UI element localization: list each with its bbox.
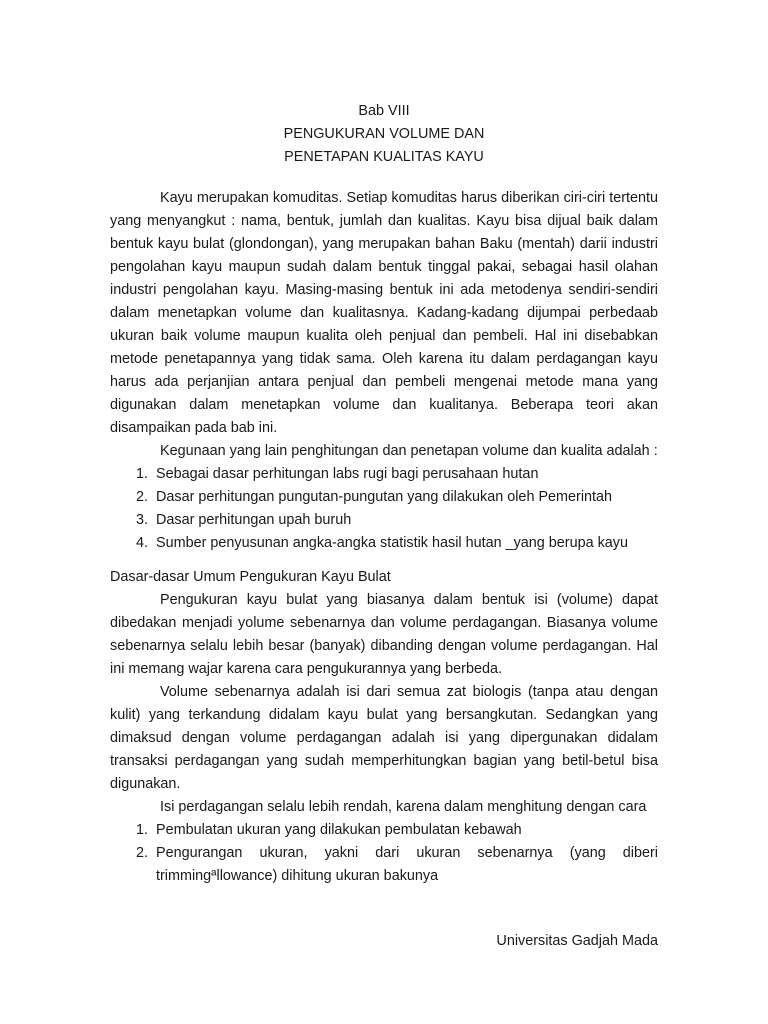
list-item [110, 463, 658, 486]
list-item [110, 842, 658, 888]
list-text: Sumber penyusunan angka-angka statistik hasil hutan _yang berupa kayu [156, 535, 629, 551]
list-number: 2. [136, 845, 149, 861]
list-number: 1. [136, 466, 149, 482]
list-item [110, 532, 658, 555]
chapter-title-line-2: PENETAPAN KUALITAS KAYU [284, 149, 484, 165]
list-item [110, 486, 658, 509]
chapter-number: Bab VIII [358, 103, 410, 119]
chapter-title-line-1: PENGUKURAN VOLUME DAN [283, 126, 485, 142]
list-text: Dasar perhitungan pungutan-pungutan yang dilakukan oleh Pemerintah [156, 489, 613, 505]
section-title: Dasar-dasar Umum Pengukuran Kayu Bulat [110, 569, 391, 585]
section-paragraph-1: Pengukuran kayu bulat yang biasanya dalam bentuk isi (volume) dapat dibedakan menjadi yolume sebenarnya dan volume perdagangan. Biasanya volume sebenarnya selalu lebih besar (banyak) dibanding dengan volume perdagangan. Hal ini memang wajar karena cara pengukurannya yang berbeda. [110, 592, 658, 677]
intro-paragraph: Kayu merupakan komuditas. Setiap komuditas harus diberikan ciri-ciri tertentu yang menyangkut : nama, bentuk, jumlah dan kualitas. Kayu bisa dijual baik dalam bentuk kayu bulat (glondongan), yang merupakan bahan Baku (mentah) darii industri pengolahan kayu maupun sudah dalam bentuk tinggal pakai, sebagai hasil olahan industri pengolahan kayu. Masing-masing bentuk ini ada metodenya sendiri-sendiri dalam menetapkan volume dan kualitasnya. Kadang-kadang dijumpai perbedaab ukuran baik volume maupun kualita oleh penjual dan pembeli. Hal ini disebabkan metode penetapannya yang tidak sama. Oleh karena itu dalam perdagangan kayu harus ada perjanjian antara penjual dan pembeli mengenai metode mana yang digunakan dalam menetapkan volume dan kualitanya. Beberapa teori akan disampaikan pada bab ini. [110, 190, 658, 436]
usage-list [110, 463, 658, 555]
page-footer: Universitas Gadjah Mada [496, 933, 658, 949]
section-paragraph-3: Isi perdagangan selalu lebih rendah, karena dalam menghitung dengan cara [160, 799, 647, 815]
list-number: 2. [136, 489, 149, 505]
reduction-list [110, 819, 658, 888]
usage-intro-paragraph: Kegunaan yang lain penghitungan dan penetapan volume dan kualita adalah : [160, 443, 658, 459]
list-number: 1. [136, 822, 149, 838]
document-page [110, 100, 658, 888]
list-text: Pengurangan ukuran, yakni dari ukuran sebenarnya (yang diberi trimmingªllowance) dihitung ukuran bakunya [156, 845, 658, 884]
list-number: 3. [136, 512, 149, 528]
list-item [110, 819, 658, 842]
list-text: Pembulatan ukuran yang dilakukan pembulatan kebawah [156, 822, 522, 838]
section-paragraph-2: Volume sebenarnya adalah isi dari semua zat biologis (tanpa atau dengan kulit) yang terkandung didalam kayu bulat yang bersangkutan. Sedangkan yang dimaksud dengan volume perdagangan adalah isi yang dipergunakan didalam transaksi perdagangan yang sudah memperhitungkan bagian yang betil-betul bisa digunakan. [110, 684, 658, 792]
list-text: Dasar perhitungan upah buruh [156, 512, 352, 528]
chapter-heading [110, 100, 658, 169]
list-number: 4. [136, 535, 149, 551]
list-text: Sebagai dasar perhitungan labs rugi bagi perusahaan hutan [156, 466, 539, 482]
list-item [110, 509, 658, 532]
